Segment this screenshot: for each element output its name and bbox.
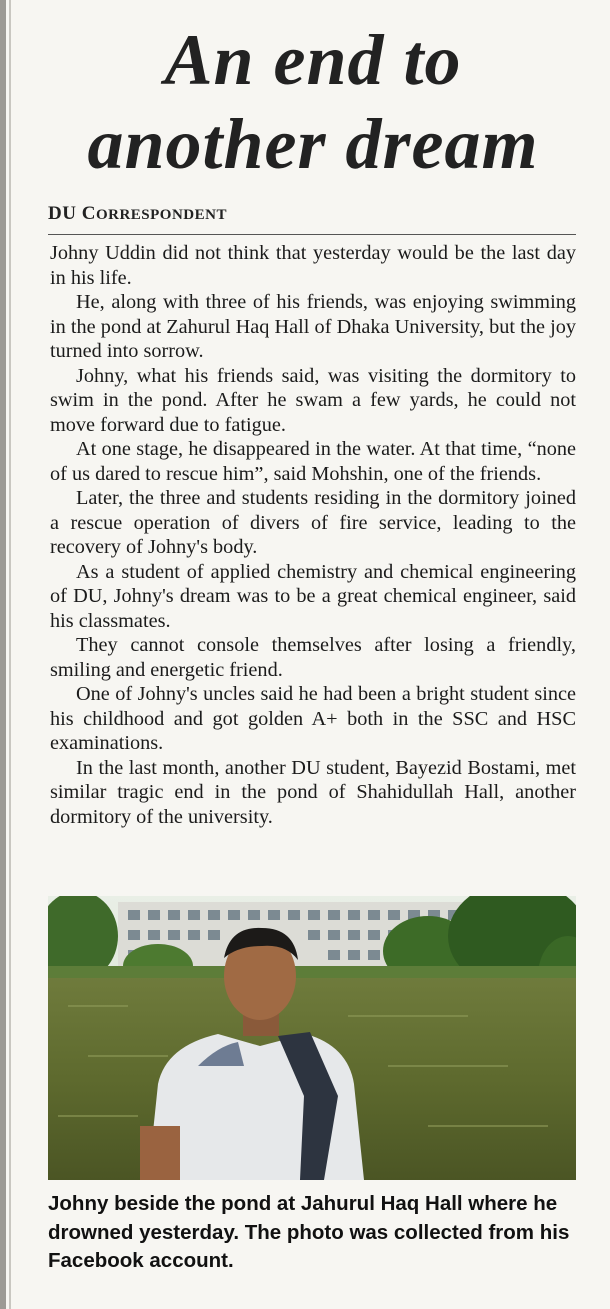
paragraph: He, along with three of his friends, was enjoying swimming in the pond at Zahurul Haq Hall of Dhaka University, but the joy turned into sorrow. (50, 291, 576, 362)
article-photo (48, 896, 576, 1180)
article-body (50, 241, 576, 829)
paragraph: One of Johny's uncles said he had been a bright student since his childhood and got golden A+ both in the SSC and HSC examinations. (50, 683, 576, 754)
byline-divider (48, 234, 576, 235)
paragraph: In the last month, another DU student, Bayezid Bostami, met similar tragic end in the pond of Shahidullah Hall, another dormitory of the university. (50, 756, 576, 828)
photo-illustration (48, 896, 576, 1180)
paragraph: As a student of applied chemistry and chemical engineering of DU, Johny's dream was to be a great chemical engineer, said his classmates. (50, 560, 576, 632)
paragraph: They cannot console themselves after losing a friendly, smiling and energetic friend. (50, 634, 576, 681)
headline (48, 18, 578, 186)
news-article (48, 0, 578, 1272)
paragraph: Johny, what his friends said, was visiting the dormitory to swim in the pond. After he swam a few yards, he could not move forward due to fatigue. (50, 364, 576, 436)
photo-caption: Johny beside the pond at Jahurul Haq Hall where he drowned yesterday. The photo was collected from his Facebook account. (48, 1192, 570, 1272)
byline-initials: DU (48, 203, 77, 224)
byline-title-first: C (81, 203, 96, 224)
headline-line-1: An end to (164, 20, 462, 100)
headline-line-2: another dream (87, 104, 539, 184)
byline (48, 203, 227, 225)
paragraph: At one stage, he disappeared in the water. At that time, “none of us dared to rescue him”, said Mohshin, one of the friends. (50, 438, 576, 485)
page-margin-rule-inner (9, 0, 11, 1309)
byline-title-rest: ORRESPONDENT (95, 207, 227, 223)
paragraph: Later, the three and students residing in the dormitory joined a rescue operation of divers of fire service, leading to the recovery of Johny's body. (50, 487, 576, 558)
page-margin-rule (0, 0, 6, 1309)
byline-title (82, 203, 227, 224)
paragraph: Johny Uddin did not think that yesterday would be the last day in his life. (50, 242, 576, 289)
